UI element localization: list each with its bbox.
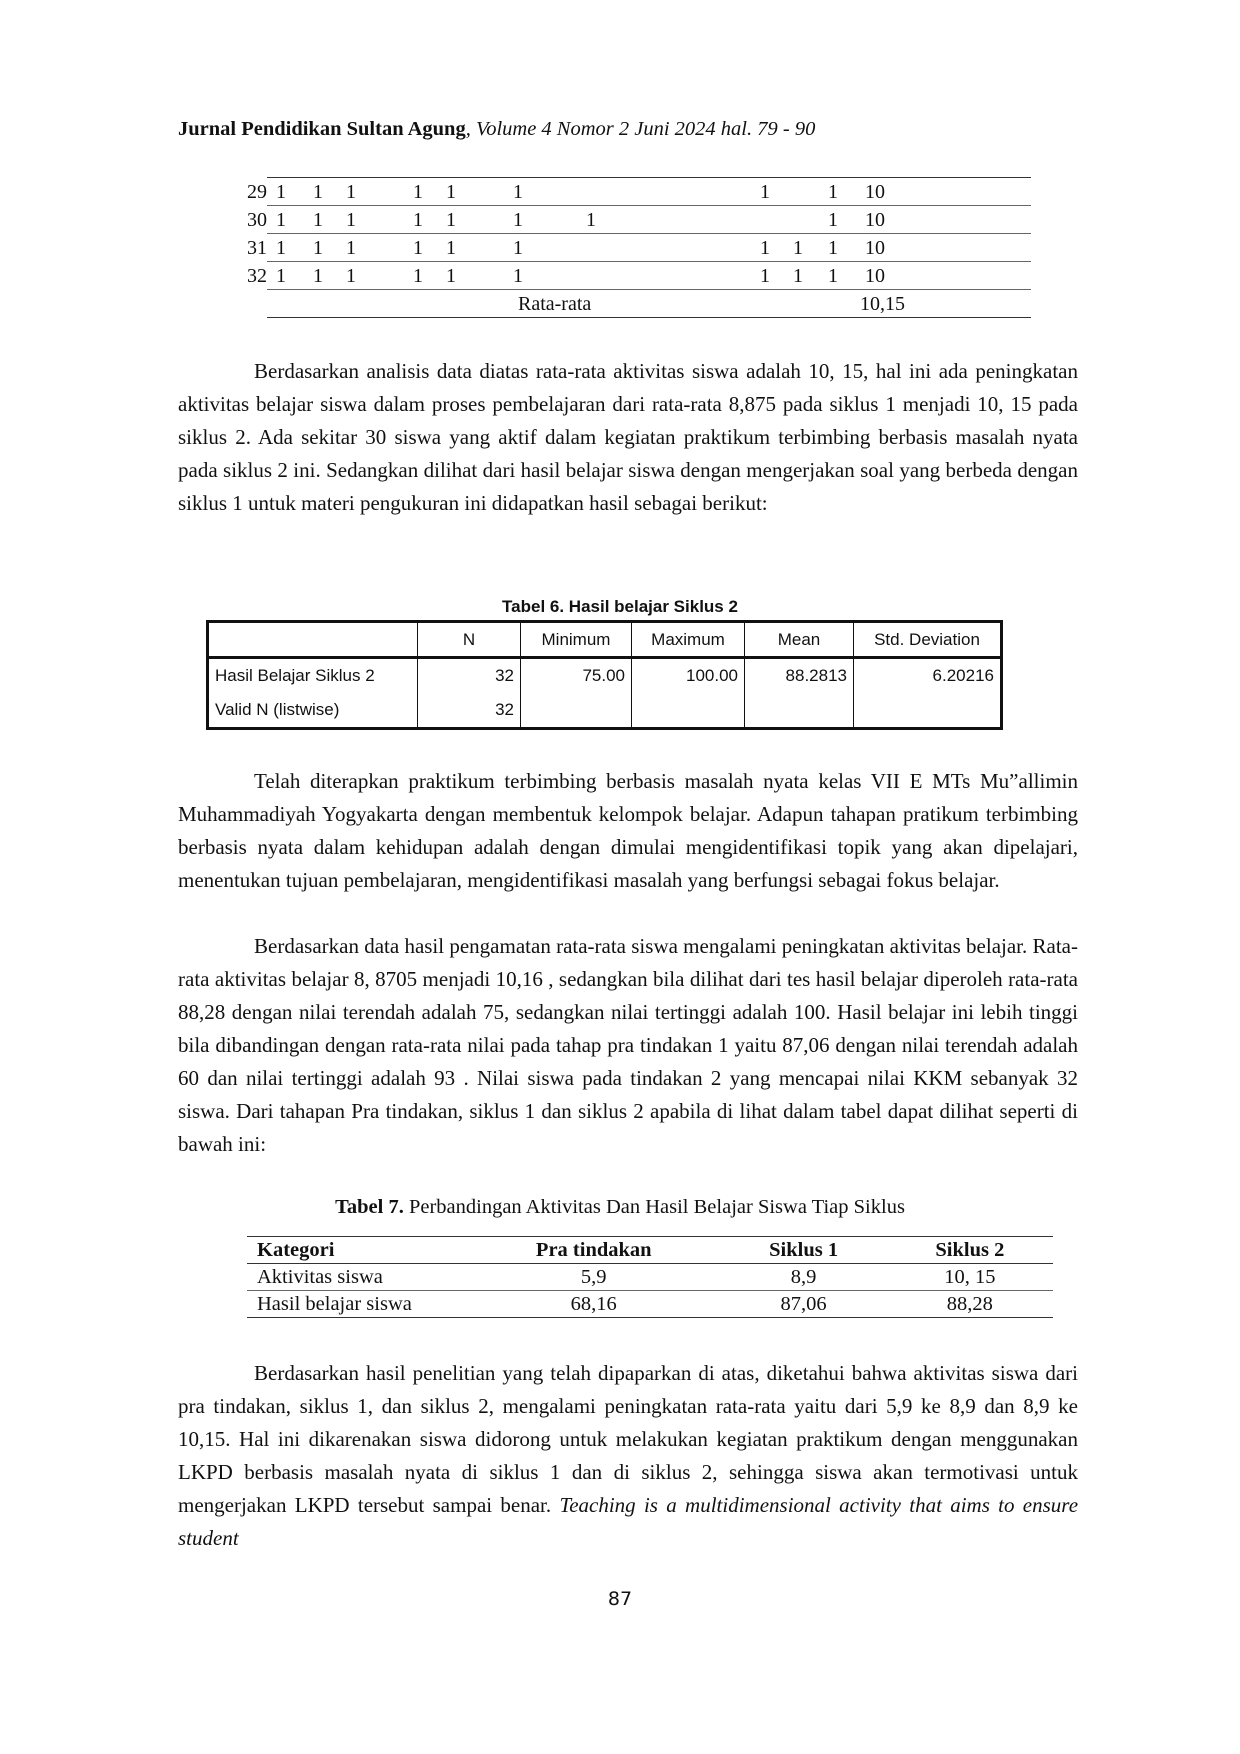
table-header-cell: N [418, 622, 521, 658]
table-cell: 1 [313, 237, 323, 259]
row-total: 10 [865, 181, 885, 203]
table-row [247, 1291, 1053, 1318]
table-cell [632, 693, 745, 729]
table-cell [854, 693, 1002, 729]
table-cell: 1 [413, 265, 423, 287]
average-label: Rata-rata [518, 293, 592, 315]
table-cell: 32 [418, 658, 521, 694]
table-7-caption [0, 1196, 1240, 1219]
table-header-cell: Siklus 1 [720, 1237, 886, 1264]
table-cell: 1 [793, 265, 803, 287]
table-cell: 1 [446, 237, 456, 259]
table-header-cell [208, 622, 418, 658]
table-row [208, 693, 1002, 729]
table-cell: 75.00 [521, 658, 632, 694]
row-number: 30 [247, 209, 267, 231]
table-cell: 1 [513, 237, 523, 259]
table-cell: 1 [828, 181, 838, 203]
table-7-caption-label: Tabel 7. [335, 1196, 404, 1218]
table-header-cell: Siklus 2 [887, 1237, 1053, 1264]
table-row [208, 622, 1002, 658]
table-cell: 1 [313, 209, 323, 231]
table-cell: 1 [413, 181, 423, 203]
table-cell: 1 [346, 209, 356, 231]
running-header [178, 118, 815, 141]
page-number: 87 [607, 1588, 633, 1610]
table-row [247, 262, 1031, 290]
table-cell: 1 [313, 265, 323, 287]
row-total: 10 [865, 265, 885, 287]
paragraph-4-text: Berdasarkan hasil penelitian yang telah dipaparkan di atas, diketahui bahwa aktivitas siswa dari pra tindakan, siklus 1, dan siklus 2, mengalami peningkatan rata-rata yaitu dari 5,9 ke 8,9 dan 8,9 ke 10,15. Hal ini dikarenakan siswa didorong untuk melakukan kegiatan praktikum dengan menggunakan LKPD berbasis masalah nyata di siklus 1 dan di siklus 2, sehingga siswa akan termotivasi untuk mengerjakan LKPD tersebut sampai benar. [178, 1361, 1078, 1517]
journal-issue: , Volume 4 Nomor 2 Juni 2024 hal. 79 - 90 [465, 118, 816, 140]
table-cell: 1 [346, 237, 356, 259]
table-cell: Aktivitas siswa [247, 1264, 467, 1291]
table-cell: 68,16 [467, 1291, 720, 1318]
table-row-average [267, 290, 1031, 317]
table-cell: Valid N (listwise) [215, 700, 340, 719]
table-cell: 1 [828, 237, 838, 259]
table-cell: 1 [513, 181, 523, 203]
table-cell: 1 [413, 237, 423, 259]
row-number: 31 [247, 237, 267, 259]
table-cell: 1 [760, 265, 770, 287]
table-row [247, 1237, 1053, 1264]
paragraph-4 [178, 1357, 1078, 1555]
table-cell: 8,9 [720, 1264, 886, 1291]
table-row [247, 1264, 1053, 1291]
paragraph-3: Berdasarkan data hasil pengamatan rata-rata siswa mengalami peningkatan aktivitas belajar. Rata-rata aktivitas belajar 8, 8705 menjadi 10,16 , sedangkan bila dilihat dari tes hasil belajar diperoleh rata-rata 88,28 dengan nilai terendah adalah 75, sedangkan nilai tertinggi adalah 100. Hasil belajar ini lebih tinggi bila dibandingan dengan rata-rata nilai pada tahap pra tindakan 1 yaitu 87,06 dengan nilai terendah adalah 60 dan nilai tertinggi adalah 93 . Nilai siswa pada tindakan 2 yang mencapai nilai KKM sebanyak 32 siswa. Dari tahapan Pra tindakan, siklus 1 dan siklus 2 apabila di lihat dalam tabel dapat dilihat seperti di bawah ini: [178, 934, 1078, 1156]
table-row [247, 234, 1031, 262]
table-header-cell: Kategori [247, 1237, 467, 1264]
table-row [208, 658, 1002, 694]
table-cell: 1 [446, 265, 456, 287]
journal-name: Jurnal Pendidikan Sultan Agung [178, 118, 466, 140]
table-header-cell: Pra tindakan [467, 1237, 720, 1264]
table-header-cell: Minimum [521, 622, 632, 658]
table-cell: Hasil Belajar Siklus 2 [215, 666, 375, 685]
table-cell: 1 [276, 265, 286, 287]
table-cell: 87,06 [720, 1291, 886, 1318]
table-cell: 10, 15 [887, 1264, 1053, 1291]
table-cell: 1 [513, 265, 523, 287]
table-cell: 1 [586, 209, 596, 231]
paragraph-4-italic: Teaching is a multidimensional activity that aims to ensure student [178, 1493, 1079, 1550]
table-cell: 1 [346, 265, 356, 287]
table-cell: 5,9 [467, 1264, 720, 1291]
table-row [247, 178, 1031, 206]
table-cell: 1 [276, 237, 286, 259]
table-cell: 88,28 [887, 1291, 1053, 1318]
paragraph-1: Berdasarkan analisis data diatas rata-rata aktivitas siswa adalah 10, 15, hal ini ada peningkatan aktivitas belajar siswa dalam proses pembelajaran dari rata-rata 8,875 pada siklus 1 menjadi 10, 15 pada siklus 2. Ada sekitar 30 siswa yang aktif dalam kegiatan praktikum terbimbing berbasis masalah nyata pada siklus 2 ini. Sedangkan dilihat dari hasil belajar siswa dengan mengerjakan soal yang berbeda dengan siklus 1 untuk materi pengukuran ini didapatkan hasil sebagai berikut: [178, 359, 1078, 515]
table-cell: 1 [828, 209, 838, 231]
table-cell: 1 [276, 209, 286, 231]
row-number: 32 [247, 265, 267, 287]
table-cell [745, 693, 854, 729]
table-6-caption: Tabel 6. Hasil belajar Siklus 2 [502, 597, 738, 616]
table-cell: 100.00 [632, 658, 745, 694]
activity-table-continuation [247, 177, 1031, 318]
table-cell: Hasil belajar siswa [247, 1291, 467, 1318]
table-7 [247, 1236, 1053, 1318]
table-row [247, 206, 1031, 234]
table-cell [521, 693, 632, 729]
table-cell: 1 [760, 237, 770, 259]
average-value: 10,15 [860, 293, 905, 315]
table-cell: 1 [793, 237, 803, 259]
table-cell: 1 [513, 209, 523, 231]
table-cell: 1 [413, 209, 423, 231]
row-number: 29 [247, 181, 267, 203]
table-cell: 1 [313, 181, 323, 203]
table-cell: 1 [828, 265, 838, 287]
table-header-cell: Mean [745, 622, 854, 658]
table-cell: 6.20216 [854, 658, 1002, 694]
row-total: 10 [865, 209, 885, 231]
table-cell: 32 [418, 693, 521, 729]
table-cell: 1 [346, 181, 356, 203]
table-cell: 1 [446, 181, 456, 203]
table-cell: 1 [760, 181, 770, 203]
table-cell: 1 [276, 181, 286, 203]
table-cell: 88.2813 [745, 658, 854, 694]
table-header-cell: Maximum [632, 622, 745, 658]
table-cell: 1 [446, 209, 456, 231]
paragraph-2: Telah diterapkan praktikum terbimbing berbasis masalah nyata kelas VII E MTs Mu”allimin Muhammadiyah Yogyakarta dengan membentuk kelompok belajar. Adapun tahapan pratikum terbimbing berbasis nyata dalam kehidupan adalah dengan dimulai mengidentifikasi topik yang akan dipelajari, menentukan tujuan pembelajaran, mengidentifikasi masalah yang berfungsi sebagai fokus belajar. [178, 769, 1078, 892]
table-7-caption-text: Perbandingan Aktivitas Dan Hasil Belajar Siswa Tiap Siklus [403, 1196, 905, 1218]
table-header-cell: Std. Deviation [854, 622, 1002, 658]
table-6 [206, 620, 1003, 730]
row-total: 10 [865, 237, 885, 259]
